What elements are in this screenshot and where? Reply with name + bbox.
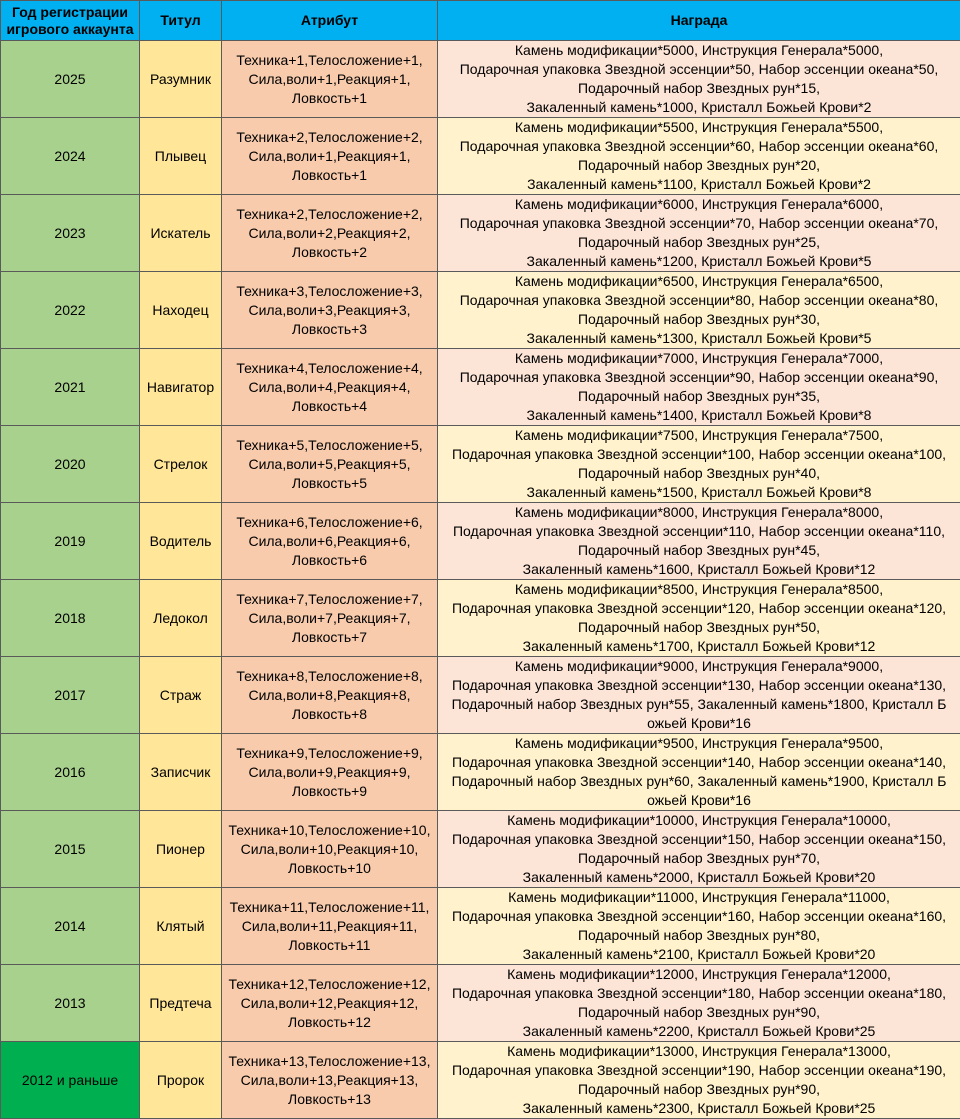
table-row: [1, 272, 960, 349]
attribute-cell: [222, 580, 438, 657]
attribute-line: Ловкость+9: [222, 782, 437, 801]
attribute-line: Техника+3,Телосложение+3,: [222, 282, 437, 301]
reward-cell: [438, 888, 960, 965]
reward-line: Подарочный набор Звездных рун*55, Закаленный камень*1800, Кристалл Б: [438, 695, 960, 714]
reward-line: Камень модификации*5000, Инструкция Генерала*5000,: [438, 41, 960, 60]
attribute-line: Техника+1,Телосложение+1,: [222, 51, 437, 70]
attribute-line: Техника+7,Телосложение+7,: [222, 590, 437, 609]
attribute-line: Техника+8,Телосложение+8,: [222, 667, 437, 686]
year-cell: 2022: [1, 272, 140, 349]
attribute-line: Ловкость+3: [222, 320, 437, 339]
attribute-cell: [222, 118, 438, 195]
title-cell: Пионер: [140, 811, 222, 888]
attribute-cell: [222, 349, 438, 426]
attribute-line: Ловкость+12: [222, 1013, 437, 1032]
year-cell: 2017: [1, 657, 140, 734]
reward-line: Камень модификации*5500, Инструкция Генерала*5500,: [438, 118, 960, 137]
year-cell: 2014: [1, 888, 140, 965]
reward-line: Подарочная упаковка Звездной эссенции*130, Набор эссенции океана*130,: [438, 676, 960, 695]
year-cell: 2024: [1, 118, 140, 195]
attribute-line: Техника+4,Телосложение+4,: [222, 359, 437, 378]
reward-line: Подарочная упаковка Звездной эссенции*80, Набор эссенции океана*80,: [438, 291, 960, 310]
table-row: [1, 580, 960, 657]
reward-line: Подарочная упаковка Звездной эссенции*150, Набор эссенции океана*150,: [438, 830, 960, 849]
reward-line: Закаленный камень*1000, Кристалл Божьей Крови*2: [438, 98, 960, 117]
reward-line: Камень модификации*9000, Инструкция Генерала*9000,: [438, 657, 960, 676]
attribute-line: Техника+11,Телосложение+11,: [222, 898, 437, 917]
table-row: [1, 734, 960, 811]
attribute-cell: [222, 888, 438, 965]
year-cell: 2025: [1, 41, 140, 118]
reward-line: ожьей Крови*16: [438, 714, 960, 733]
attribute-line: Техника+10,Телосложение+10,: [222, 821, 437, 840]
title-cell: Стрелок: [140, 426, 222, 503]
title-cell: Плывец: [140, 118, 222, 195]
title-cell: Клятый: [140, 888, 222, 965]
reward-line: Камень модификации*6000, Инструкция Генерала*6000,: [438, 195, 960, 214]
table-row: [1, 118, 960, 195]
reward-line: Подарочная упаковка Звездной эссенции*60, Набор эссенции океана*60,: [438, 137, 960, 156]
table-row: [1, 426, 960, 503]
reward-line: Камень модификации*8500, Инструкция Генерала*8500,: [438, 580, 960, 599]
attribute-line: Сила,воли+3,Реакция+3,: [222, 301, 437, 320]
reward-line: Камень модификации*8000, Инструкция Генерала*8000,: [438, 503, 960, 522]
reward-cell: [438, 657, 960, 734]
reward-cell: [438, 811, 960, 888]
table-row: [1, 888, 960, 965]
header-attribute: Атрибут: [222, 1, 438, 41]
reward-line: Подарочный набор Звездных рун*90,: [438, 1003, 960, 1022]
attribute-line: Сила,воли+10,Реакция+10,: [222, 840, 437, 859]
attribute-line: Ловкость+5: [222, 474, 437, 493]
reward-line: Подарочный набор Звездных рун*80,: [438, 926, 960, 945]
reward-line: Закаленный камень*2100, Кристалл Божьей Крови*20: [438, 945, 960, 964]
reward-cell: [438, 349, 960, 426]
attribute-cell: [222, 1042, 438, 1119]
year-cell: 2019: [1, 503, 140, 580]
attribute-line: Техника+5,Телосложение+5,: [222, 436, 437, 455]
reward-cell: [438, 195, 960, 272]
attribute-line: Ловкость+7: [222, 628, 437, 647]
title-cell: Навигатор: [140, 349, 222, 426]
reward-line: Подарочный набор Звездных рун*15,: [438, 79, 960, 98]
reward-line: Подарочный набор Звездных рун*25,: [438, 233, 960, 252]
attribute-line: Ловкость+1: [222, 166, 437, 185]
attribute-line: Ловкость+2: [222, 243, 437, 262]
reward-line: Камень модификации*9500, Инструкция Генерала*9500,: [438, 734, 960, 753]
reward-line: Подарочный набор Звездных рун*60, Закаленный камень*1900, Кристалл Б: [438, 772, 960, 791]
attribute-cell: [222, 272, 438, 349]
attribute-cell: [222, 734, 438, 811]
reward-line: Подарочная упаковка Звездной эссенции*90, Набор эссенции океана*90,: [438, 368, 960, 387]
reward-line: Подарочная упаковка Звездной эссенции*50, Набор эссенции океана*50,: [438, 60, 960, 79]
attribute-line: Ловкость+1: [222, 89, 437, 108]
reward-cell: [438, 426, 960, 503]
title-cell: Ледокол: [140, 580, 222, 657]
reward-line: Камень модификации*7000, Инструкция Генерала*7000,: [438, 349, 960, 368]
attribute-line: Сила,воли+11,Реакция+11,: [222, 917, 437, 936]
reward-cell: [438, 1042, 960, 1119]
reward-cell: [438, 503, 960, 580]
table-row: [1, 195, 960, 272]
reward-line: Подарочный набор Звездных рун*30,: [438, 310, 960, 329]
reward-line: Закаленный камень*1200, Кристалл Божьей Крови*5: [438, 252, 960, 271]
year-cell: 2012 и раньше: [1, 1042, 140, 1119]
year-cell: 2016: [1, 734, 140, 811]
reward-line: Закаленный камень*2200, Кристалл Божьей Крови*25: [438, 1022, 960, 1041]
attribute-line: Ловкость+13: [222, 1090, 437, 1109]
reward-line: Камень модификации*13000, Инструкция Генерала*13000,: [438, 1042, 960, 1061]
reward-line: Подарочная упаковка Звездной эссенции*110, Набор эссенции океана*110,: [438, 522, 960, 541]
title-cell: Предтеча: [140, 965, 222, 1042]
reward-line: Камень модификации*12000, Инструкция Генерала*12000,: [438, 965, 960, 984]
title-cell: Страж: [140, 657, 222, 734]
attribute-cell: [222, 426, 438, 503]
reward-line: ожьей Крови*16: [438, 791, 960, 810]
attribute-line: Сила,воли+12,Реакция+12,: [222, 994, 437, 1013]
reward-line: Закаленный камень*1600, Кристалл Божьей Крови*12: [438, 560, 960, 579]
reward-line: Подарочная упаковка Звездной эссенции*180, Набор эссенции океана*180,: [438, 984, 960, 1003]
header-row: [1, 1, 960, 41]
attribute-line: Ловкость+4: [222, 397, 437, 416]
reward-line: Подарочный набор Звездных рун*50,: [438, 618, 960, 637]
title-cell: Разумник: [140, 41, 222, 118]
year-cell: 2018: [1, 580, 140, 657]
attribute-line: Техника+9,Телосложение+9,: [222, 744, 437, 763]
reward-line: Закаленный камень*1500, Кристалл Божьей Крови*8: [438, 483, 960, 502]
title-cell: Находец: [140, 272, 222, 349]
attribute-line: Техника+6,Телосложение+6,: [222, 513, 437, 532]
attribute-line: Сила,воли+1,Реакция+1,: [222, 70, 437, 89]
reward-cell: [438, 272, 960, 349]
attribute-line: Ловкость+8: [222, 705, 437, 724]
title-cell: Записчик: [140, 734, 222, 811]
attribute-line: Сила,воли+5,Реакция+5,: [222, 455, 437, 474]
year-cell: 2021: [1, 349, 140, 426]
header-title: Титул: [140, 1, 222, 41]
reward-line: Подарочный набор Звездных рун*90,: [438, 1080, 960, 1099]
header-year: Год регистрации игрового аккаунта: [1, 1, 140, 41]
reward-line: Подарочный набор Звездных рун*20,: [438, 156, 960, 175]
attribute-line: Сила,воли+7,Реакция+7,: [222, 609, 437, 628]
reward-line: Закаленный камень*1700, Кристалл Божьей Крови*12: [438, 637, 960, 656]
reward-line: Закаленный камень*2000, Кристалл Божьей Крови*20: [438, 868, 960, 887]
attribute-line: Ловкость+10: [222, 859, 437, 878]
reward-line: Камень модификации*11000, Инструкция Генерала*11000,: [438, 888, 960, 907]
reward-line: Закаленный камень*2300, Кристалл Божьей Крови*25: [438, 1099, 960, 1118]
reward-line: Подарочная упаковка Звездной эссенции*140, Набор эссенции океана*140,: [438, 753, 960, 772]
attribute-cell: [222, 195, 438, 272]
attribute-line: Сила,воли+9,Реакция+9,: [222, 763, 437, 782]
table-row: [1, 41, 960, 118]
attribute-cell: [222, 965, 438, 1042]
table-row: [1, 965, 960, 1042]
table-row: [1, 811, 960, 888]
table-row: [1, 657, 960, 734]
attribute-line: Сила,воли+6,Реакция+6,: [222, 532, 437, 551]
reward-line: Подарочная упаковка Звездной эссенции*190, Набор эссенции океана*190,: [438, 1061, 960, 1080]
reward-line: Подарочный набор Звездных рун*70,: [438, 849, 960, 868]
reward-line: Подарочный набор Звездных рун*45,: [438, 541, 960, 560]
table-row: [1, 1042, 960, 1119]
attribute-cell: [222, 503, 438, 580]
attribute-line: Сила,воли+2,Реакция+2,: [222, 224, 437, 243]
attribute-line: Ловкость+11: [222, 936, 437, 955]
reward-line: Закаленный камень*1300, Кристалл Божьей Крови*5: [438, 329, 960, 348]
reward-line: Закаленный камень*1100, Кристалл Божьей Крови*2: [438, 175, 960, 194]
reward-line: Подарочная упаковка Звездной эссенции*120, Набор эссенции океана*120,: [438, 599, 960, 618]
table-row: [1, 503, 960, 580]
reward-cell: [438, 118, 960, 195]
reward-line: Закаленный камень*1400, Кристалл Божьей Крови*8: [438, 406, 960, 425]
attribute-line: Техника+12,Телосложение+12,: [222, 975, 437, 994]
year-cell: 2020: [1, 426, 140, 503]
reward-cell: [438, 965, 960, 1042]
attribute-cell: [222, 41, 438, 118]
table-body: [1, 41, 960, 1119]
reward-line: Камень модификации*6500, Инструкция Генерала*6500,: [438, 272, 960, 291]
attribute-line: Техника+2,Телосложение+2,: [222, 128, 437, 147]
attribute-line: Сила,воли+4,Реакция+4,: [222, 378, 437, 397]
year-cell: 2015: [1, 811, 140, 888]
reward-line: Камень модификации*7500, Инструкция Генерала*7500,: [438, 426, 960, 445]
reward-line: Подарочная упаковка Звездной эссенции*100, Набор эссенции океана*100,: [438, 445, 960, 464]
reward-line: Камень модификации*10000, Инструкция Генерала*10000,: [438, 811, 960, 830]
attribute-cell: [222, 657, 438, 734]
reward-cell: [438, 580, 960, 657]
reward-line: Подарочная упаковка Звездной эссенции*160, Набор эссенции океана*160,: [438, 907, 960, 926]
attribute-line: Ловкость+6: [222, 551, 437, 570]
attribute-line: Техника+2,Телосложение+2,: [222, 205, 437, 224]
title-cell: Водитель: [140, 503, 222, 580]
header-reward: Награда: [438, 1, 960, 41]
reward-line: Подарочный набор Звездных рун*35,: [438, 387, 960, 406]
reward-cell: [438, 41, 960, 118]
title-cell: Искатель: [140, 195, 222, 272]
attribute-cell: [222, 811, 438, 888]
reward-line: Подарочный набор Звездных рун*40,: [438, 464, 960, 483]
attribute-line: Сила,воли+13,Реакция+13,: [222, 1071, 437, 1090]
attribute-line: Техника+13,Телосложение+13,: [222, 1052, 437, 1071]
year-cell: 2013: [1, 965, 140, 1042]
attribute-line: Сила,воли+1,Реакция+1,: [222, 147, 437, 166]
year-cell: 2023: [1, 195, 140, 272]
title-cell: Пророк: [140, 1042, 222, 1119]
reward-cell: [438, 734, 960, 811]
reward-line: Подарочная упаковка Звездной эссенции*70, Набор эссенции океана*70,: [438, 214, 960, 233]
attribute-line: Сила,воли+8,Реакция+8,: [222, 686, 437, 705]
table-row: [1, 349, 960, 426]
